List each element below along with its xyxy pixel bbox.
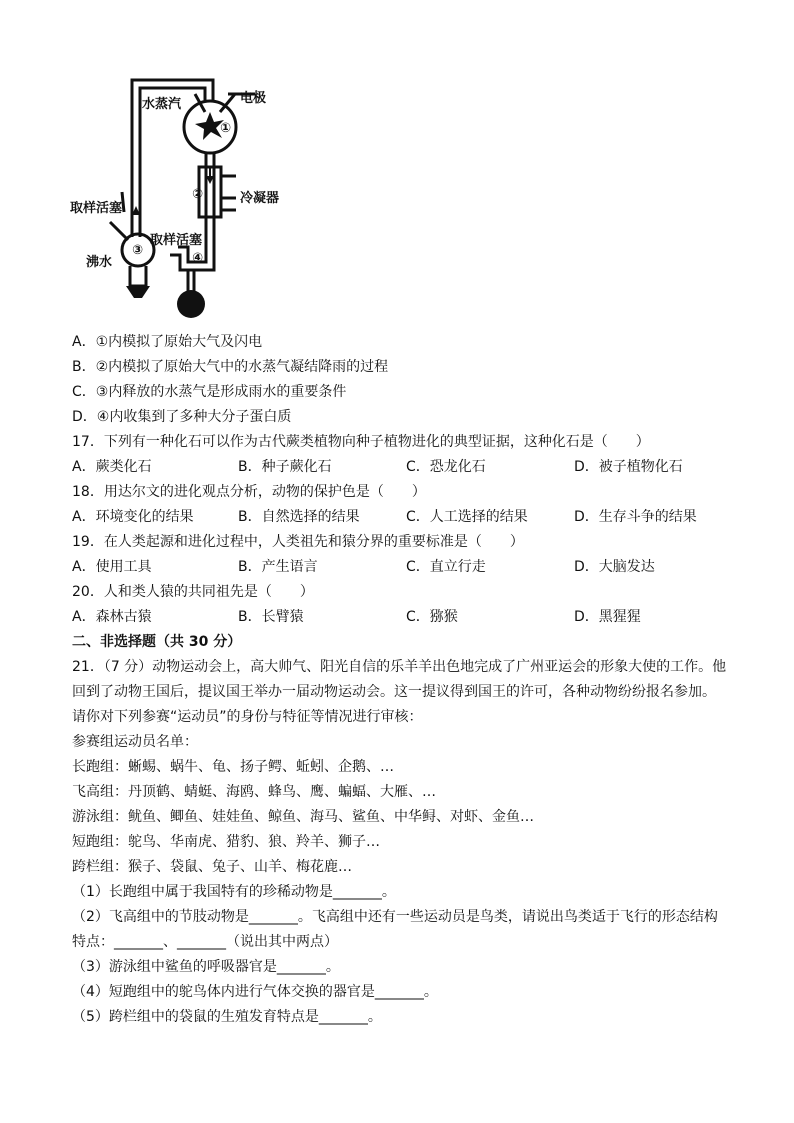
q19-option-a: A．使用工具 <box>72 559 152 575</box>
q18-options <box>72 505 732 530</box>
label-boiling-water: 沸水 <box>86 255 113 270</box>
label-n2: ② <box>192 187 204 202</box>
q18-option-c: C．人工选择的结果 <box>406 509 528 525</box>
q19-options <box>72 555 732 580</box>
q21-stem-line2: 回到了动物王国后，提议国王举办一届动物运动会。这一提议得到国王的许可，各种动物纷纷报名参加。 <box>72 684 716 700</box>
q20-option-d: D．黑猩猩 <box>574 609 641 625</box>
q21-sub5: （5）跨栏组中的袋鼠的生殖发育特点是_______。 <box>72 1009 382 1025</box>
q19-option-b: B．产生语言 <box>238 559 318 575</box>
label-n1: ① <box>220 121 232 136</box>
q21-sub4: （4）短跑组中的鸵鸟体内进行气体交换的器官是_______。 <box>72 984 438 1000</box>
q21-stem-line3: 请你对下列参赛“运动员”的身份与特征等情况进行审核： <box>72 709 423 725</box>
label-n3: ③ <box>132 243 144 258</box>
q19-option-c: C．直立行走 <box>406 559 486 575</box>
label-n4: ④ <box>192 251 204 266</box>
q18-stem: 18．用达尔文的进化观点分析，动物的保护色是（ ） <box>72 484 426 500</box>
q17-stem: 17．下列有一种化石可以作为古代蕨类植物向种子植物进化的典型证据，这种化石是（ ） <box>72 434 650 450</box>
q19-option-d: D．大脑发达 <box>574 559 655 575</box>
group-swim: 游泳组：鱿鱼、鲫鱼、娃娃鱼、鲸鱼、海马、鲨鱼、中华鲟、对虾、金鱼… <box>72 809 534 825</box>
group-hurdle: 跨栏组：猴子、袋鼠、兔子、山羊、梅花鹿… <box>72 859 352 875</box>
q16-option-c: C．③内释放的水蒸气是形成雨水的重要条件 <box>72 384 347 400</box>
q20-options <box>72 605 732 630</box>
group-high-fly: 飞高组：丹顶鹤、蜻蜓、海鸥、蜂鸟、鹰、蝙蝠、大雁、… <box>72 784 436 800</box>
section-heading: 二、非选择题（共 30 分） <box>72 634 242 650</box>
label-sampling-valve-left: 取样活塞 <box>70 201 123 216</box>
q16-option-a: A．①内模拟了原始大气及闪电 <box>72 334 263 350</box>
q21-stem-line1: 21．（7 分）动物运动会上，高大帅气、阳光自信的乐羊羊出色地完成了广州亚运会的形象大使的工作。他 <box>72 659 727 675</box>
q20-option-b: B．长臂猿 <box>238 609 304 625</box>
group-sprint: 短跑组：鸵鸟、华南虎、猎豹、狼、羚羊、狮子… <box>72 834 380 850</box>
q17-option-c: C．恐龙化石 <box>406 459 486 475</box>
group-long-run: 长跑组：蜥蜴、蜗牛、龟、扬子鳄、蚯蚓、企鹅、… <box>72 759 394 775</box>
label-sampling-valve-right: 取样活塞 <box>150 233 203 248</box>
q16-option-b: B．②内模拟了原始大气中的水蒸气凝结降雨的过程 <box>72 359 389 375</box>
q19-stem: 19．在人类起源和进化过程中，人类祖先和猿分界的重要标准是（ ） <box>72 534 524 550</box>
q20-option-c: C．猕猴 <box>406 609 458 625</box>
q21-sub2-line1: （2）飞高组中的节肢动物是_______。飞高组中还有一些运动员是鸟类，请说出鸟类适于飞行的形态结构 <box>72 909 718 925</box>
miller-experiment-diagram <box>70 72 310 327</box>
q20-option-a: A．森林古猿 <box>72 609 152 625</box>
q21-sub3: （3）游泳组中鲨鱼的呼吸器官是_______。 <box>72 959 340 975</box>
q18-option-a: A．环境变化的结果 <box>72 509 194 525</box>
label-condenser: 冷凝器 <box>240 191 280 206</box>
q17-options <box>72 455 732 480</box>
q17-option-a: A．蕨类化石 <box>72 459 152 475</box>
q17-option-b: B．种子蕨化石 <box>238 459 332 475</box>
q21-sub2-line2: 特点：_______、_______（说出其中两点） <box>72 934 338 950</box>
q17-option-d: D．被子植物化石 <box>574 459 683 475</box>
q21-sub1: （1）长跑组中属于我国特有的珍稀动物是_______。 <box>72 884 396 900</box>
q18-option-d: D．生存斗争的结果 <box>574 509 697 525</box>
label-electrode: 电极 <box>240 91 267 106</box>
roster-title: 参赛组运动员名单： <box>72 734 198 750</box>
label-vapor: 水蒸汽 <box>142 97 182 112</box>
question-body <box>72 330 732 1030</box>
q20-stem: 20．人和类人猿的共同祖先是（ ） <box>72 584 314 600</box>
q18-option-b: B．自然选择的结果 <box>238 509 360 525</box>
q16-option-d: D．④内收集到了多种大分子蛋白质 <box>72 409 292 425</box>
